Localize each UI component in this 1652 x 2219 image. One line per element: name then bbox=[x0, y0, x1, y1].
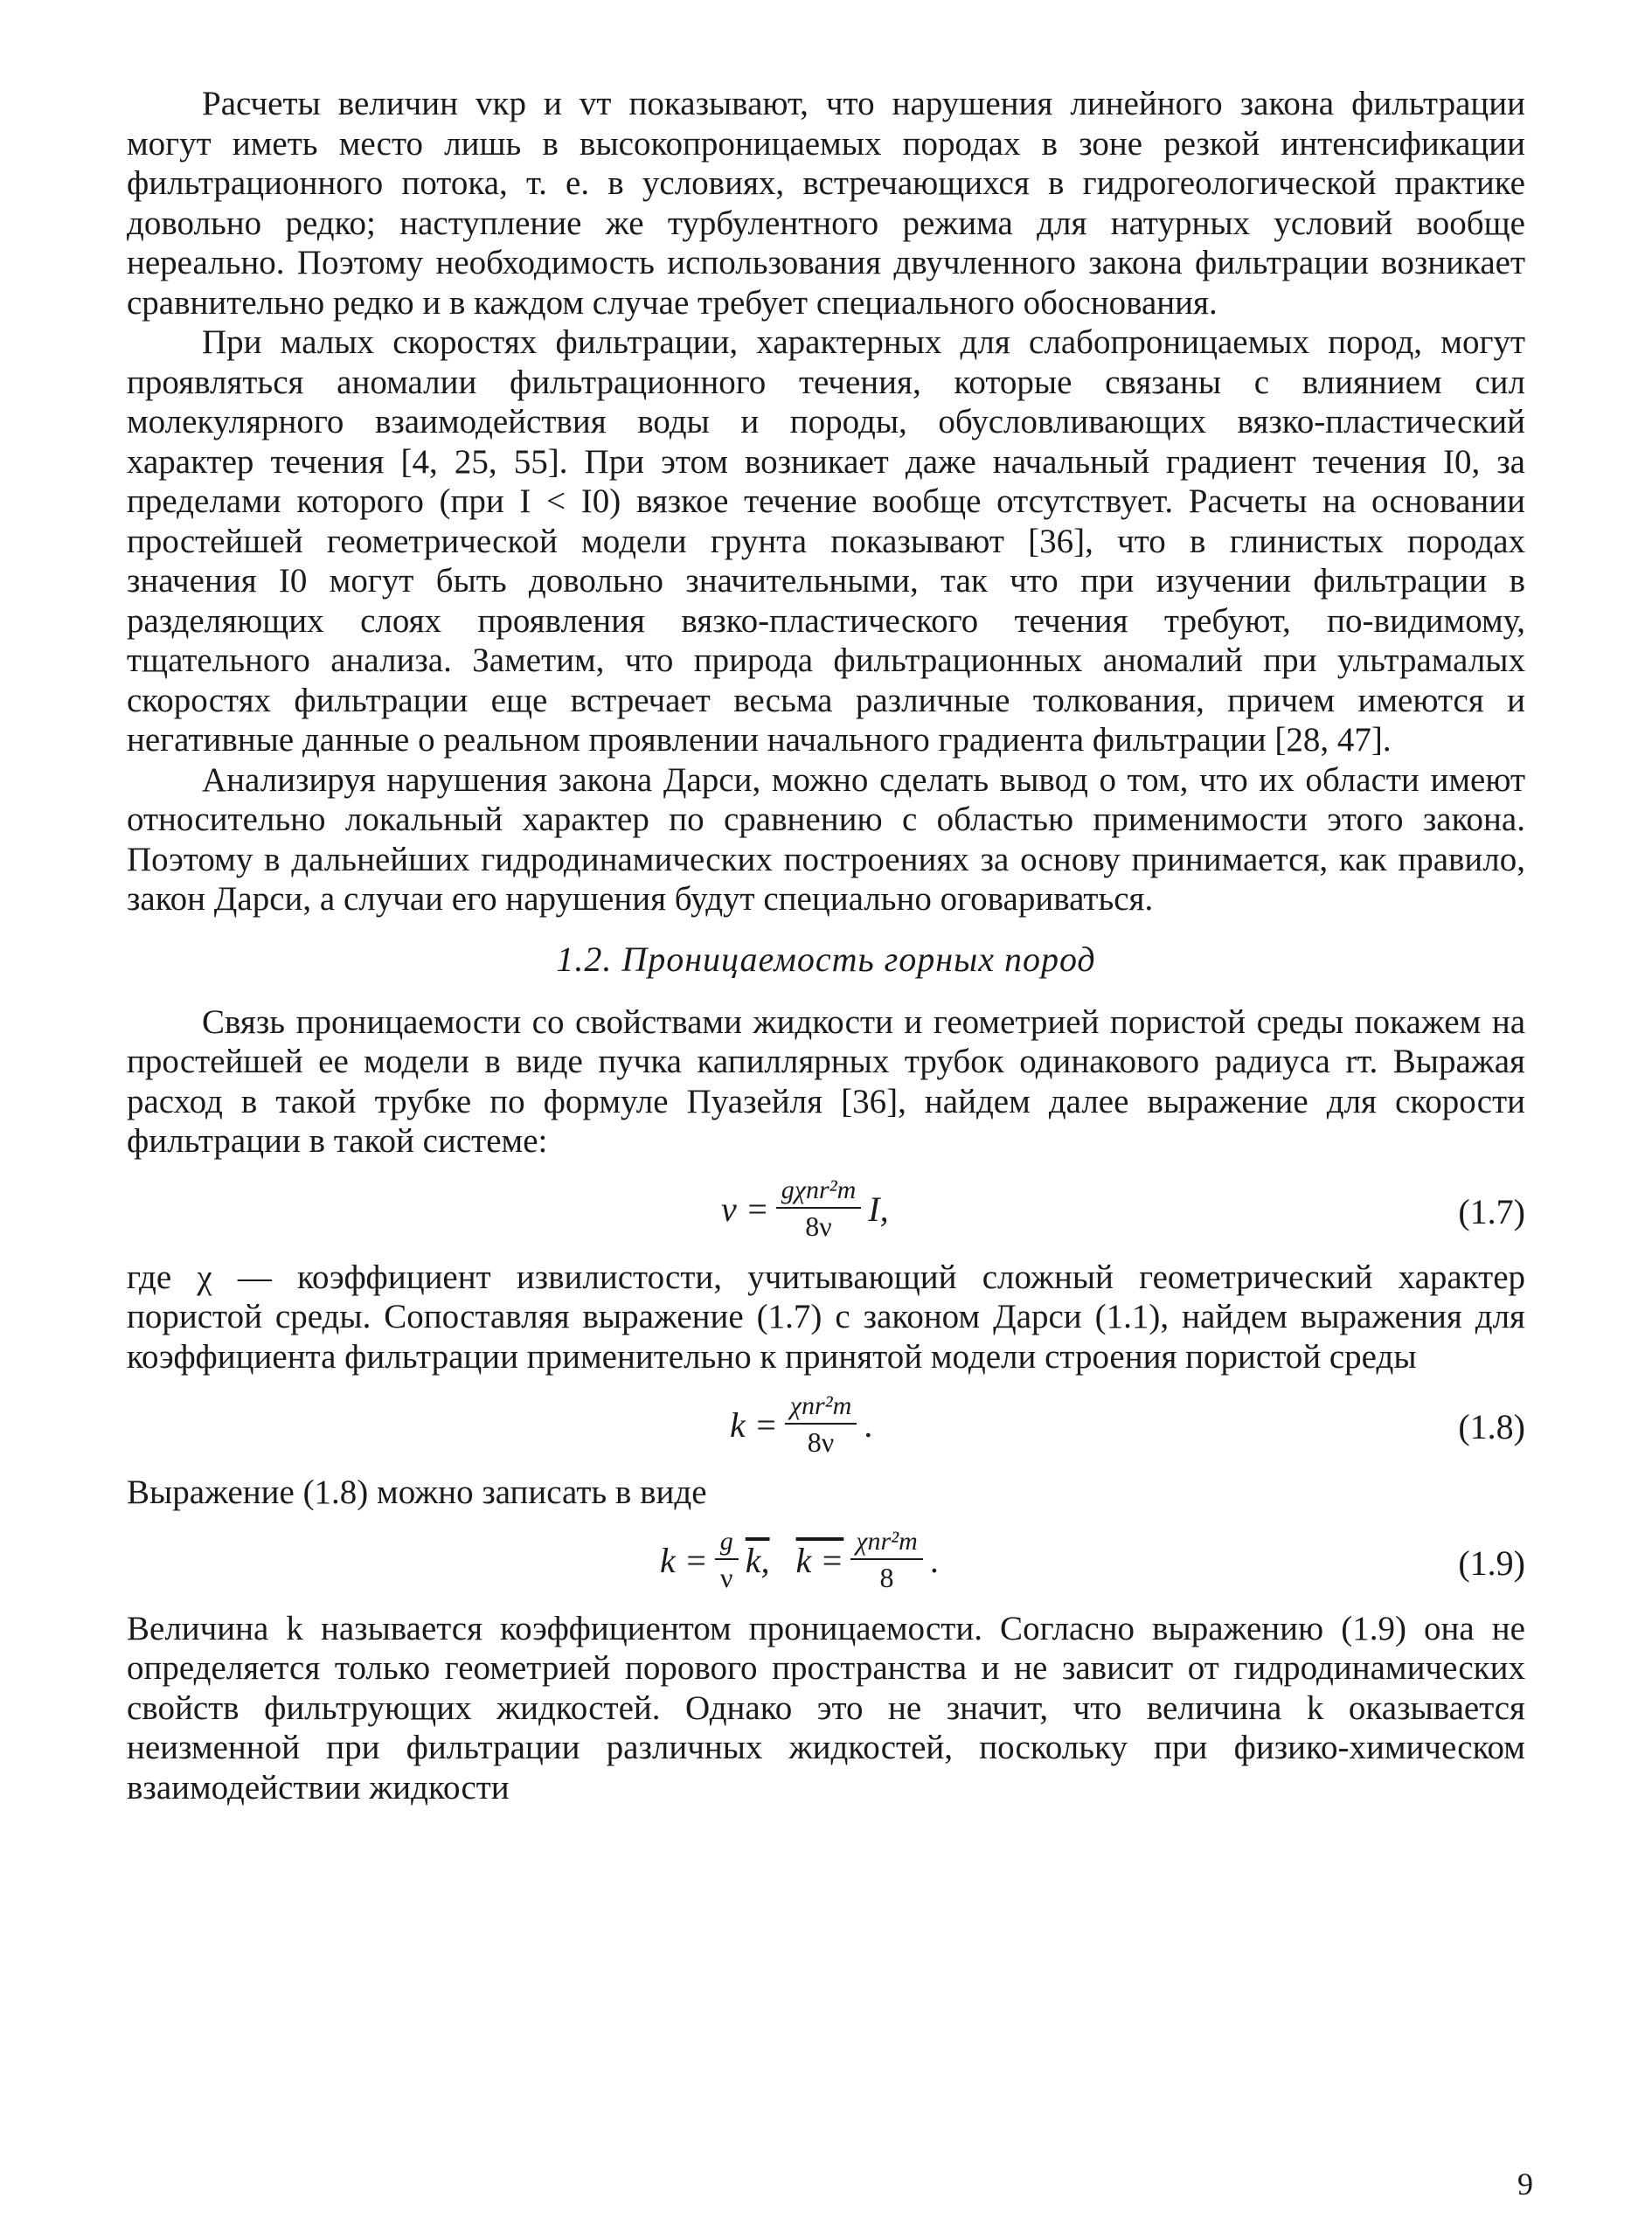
eq17-denominator: 8ν bbox=[805, 1210, 832, 1242]
section-heading: 1.2. Проницаемость горных пород bbox=[556, 939, 1096, 979]
eq17-lhs: v = bbox=[721, 1189, 769, 1229]
paragraph-7: Величина k называется коэффициентом проницаемости. Согласно выражению (1.9) она не определяется только геометрией порового пространства и не зависит от гидродинамических свойств фильтрующих жидкостей. Однако это не значит, что величина k оказывается неизменной при фильтрации различных жидкостей, поскольку при физико-химическом взаимодействии жидкости bbox=[127, 1609, 1525, 1806]
eq19-lhs2: k = bbox=[795, 1541, 844, 1580]
eq18-rhs: . bbox=[864, 1404, 873, 1445]
paragraph-4: Связь проницаемости со свойствами жидкости и геометрией пористой среды покажем на простейшей ее модели в виде пучка капиллярных трубок одинакового радиуса rт. Выражая расход в такой трубке по формуле Пуазейля [36], найдем далее выражение для скорости фильтрации в такой системе: bbox=[127, 1002, 1525, 1160]
eq18-fraction bbox=[785, 1391, 857, 1459]
eq18-numerator: χnr²т bbox=[785, 1391, 857, 1425]
eq18-number: (1.8) bbox=[1458, 1407, 1525, 1446]
eq19-fraction2 bbox=[850, 1527, 923, 1594]
eq19-rhs1: k, bbox=[745, 1541, 770, 1580]
paragraph-6: Выражение (1.8) можно записать в виде bbox=[127, 1474, 707, 1511]
eq17-rhs: I, bbox=[868, 1189, 889, 1229]
eq19-num2: χnr²т bbox=[850, 1527, 923, 1560]
eq17-fraction bbox=[776, 1175, 862, 1243]
eq18-lhs: k = bbox=[730, 1404, 778, 1445]
eq18-denominator: 8ν bbox=[807, 1425, 835, 1458]
eq17-number: (1.7) bbox=[1458, 1191, 1525, 1231]
eq19-number: (1.9) bbox=[1458, 1543, 1525, 1583]
eq19-lhs1: k = bbox=[660, 1541, 708, 1580]
eq19-rhs2: . bbox=[929, 1541, 939, 1580]
equation-1-9 bbox=[127, 1513, 1525, 1609]
paragraph-3: Анализируя нарушения закона Дарси, можно сделать вывод о том, что их области имеют относительно локальный характер по сравнению с областью применимости этого закона. Поэтому в дальнейших гидродинамических построениях за основу принимается, как правило, закон Дарси, а случаи его нарушения будут специально оговариваться. bbox=[127, 760, 1525, 918]
eq19-fraction1 bbox=[715, 1527, 739, 1594]
eq19-num1: g bbox=[715, 1527, 739, 1560]
eq17-numerator: gχnr²т bbox=[776, 1175, 862, 1209]
page-body bbox=[127, 84, 1525, 1807]
paragraph-5: где χ — коэффициент извилистости, учитывающий сложный геометрический характер пористой среды. Сопоставляя выражение (1.7) с законом Дарси (1.1), найдем выражения для коэффициента фильтрации применительно к принятой модели строения пористой среды bbox=[127, 1258, 1525, 1376]
page-number: 9 bbox=[1517, 2167, 1533, 2202]
paragraph-1: Расчеты величин vкр и vт показывают, что нарушения линейного закона фильтрации могут иметь место лишь в высокопроницаемых породах в зоне резкой интенсификации фильтрационного потока, т. е. в условиях, встречающихся в гидрогеологической практике довольно редко; наступление же турбулентного режима для натурных условий вообще нереально. Поэтому необходимость использования двучленного закона фильтрации возникает сравнительно редко и в каждом случае требует специального обоснования. bbox=[127, 85, 1525, 322]
equation-1-7 bbox=[127, 1162, 1525, 1258]
eq19-den1: ν bbox=[720, 1562, 733, 1593]
paragraph-2: При малых скоростях фильтрации, характерных для слабопроницаемых пород, могут проявляться аномалии фильтрационного течения, которые связаны с влиянием сил молекулярного взаимодействия воды и породы, обусловливающих вязко-пластический характер течения [4, 25, 55]. При этом возникает даже начальный градиент течения I0, за пределами которого (при I < I0) вязкое течение вообще отсутствует. Расчеты на основании простейшей геометрической модели грунта показывают [36], что в глинистых породах значения I0 могут быть довольно значительными, так что при изучении фильтрации в разделяющих слоях проявления вязко-пластического течения требуют, по-видимому, тщательного анализа. Заметим, что природа фильтрационных аномалий при ультрамалых скоростях фильтрации еще встречает весьма различные толкования, причем имеются и негативные данные о реальном проявлении начального градиента фильтрации [28, 47]. bbox=[127, 323, 1525, 759]
eq19-den2: 8 bbox=[879, 1562, 894, 1593]
equation-1-8 bbox=[127, 1376, 1525, 1473]
